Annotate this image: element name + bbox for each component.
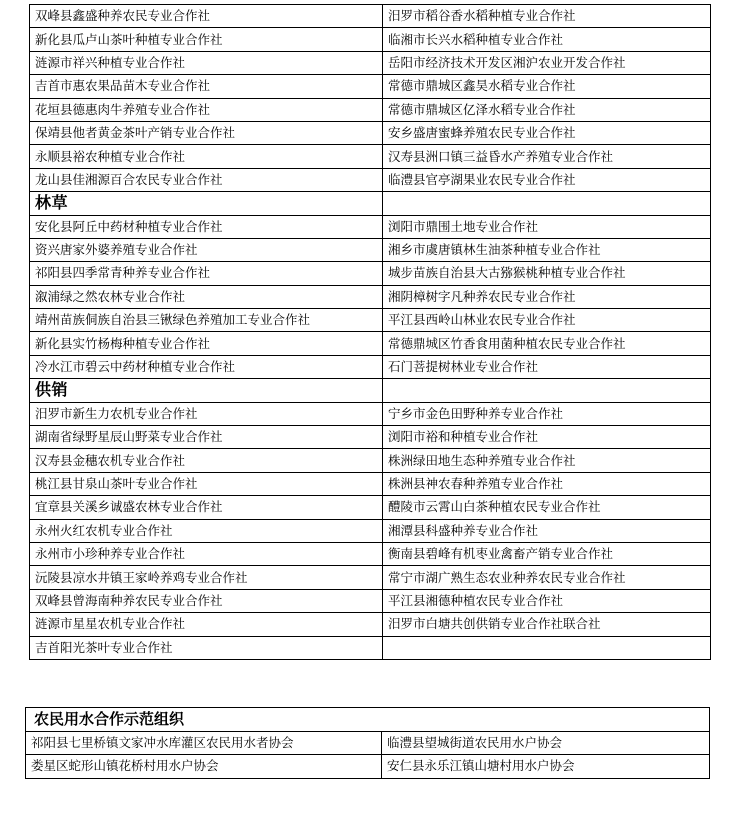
table-row [30,5,711,28]
org-name-cell [383,636,711,659]
org-name-cell: 汨罗市新生力农机专业合作社 [30,402,383,425]
org-name-cell: 湘阴樟树字凡种养农民专业合作社 [383,285,711,308]
org-name-cell: 宁乡市金色田野种养专业合作社 [383,402,711,425]
org-name-cell: 宜章县关溪乡诚盛农林专业合作社 [30,496,383,519]
org-name-cell: 祁阳县七里桥镇文家冲水库灌区农民用水者协会 [26,731,382,755]
section-title: 农民用水合作示范组织 [26,708,710,732]
table-row [30,309,711,332]
section-heading-linchao: 林草 [30,192,383,215]
table-row [26,731,710,755]
org-name-cell: 安乡盛唐蜜蜂养殖农民专业合作社 [383,121,711,144]
org-name-cell: 安化县阿丘中药材种植专业合作社 [30,215,383,238]
table-row [30,145,711,168]
org-name-cell: 双峰县曾海南种养农民专业合作社 [30,589,383,612]
org-name-cell: 永州市小珍种养专业合作社 [30,542,383,565]
table-row [30,28,711,51]
org-name-cell: 沅陵县凉水井镇王家岭养鸡专业合作社 [30,566,383,589]
table-row [30,332,711,355]
table-row [30,285,711,308]
cooperative-list-body [30,5,711,660]
org-name-cell: 浏阳市裕和种植专业合作社 [383,426,711,449]
table-row [30,472,711,495]
table-row [30,98,711,121]
org-name-cell: 临澧县望城街道农民用水户协会 [382,731,710,755]
org-name-cell: 醴陵市云霄山白茶种植农民专业合作社 [383,496,711,519]
table-row [30,238,711,261]
table-row [30,355,711,378]
org-name-cell: 冷水江市碧云中药材种植专业合作社 [30,355,383,378]
org-name-cell: 保靖县他者黄金茶叶产销专业合作社 [30,121,383,144]
water-title-row [26,708,710,732]
org-name-cell: 涟源市星星农机专业合作社 [30,613,383,636]
table-row [30,449,711,472]
org-name-cell: 湖南省绿野星辰山野菜专业合作社 [30,426,383,449]
org-name-cell: 汉寿县洲口镇三益昏水产养殖专业合作社 [383,145,711,168]
org-name-cell: 城步苗族自治县大古猕猴桃种植专业合作社 [383,262,711,285]
org-name-cell: 新化县瓜卢山茶叶种植专业合作社 [30,28,383,51]
org-name-cell: 涟源市祥兴种植专业合作社 [30,51,383,74]
water-cooperation-table [25,707,710,779]
org-name-cell: 新化县实竹杨梅种植专业合作社 [30,332,383,355]
table-row [30,121,711,144]
org-name-cell: 祁阳县四季常青种养专业合作社 [30,262,383,285]
org-name-cell: 平江县西岭山林业农民专业合作社 [383,309,711,332]
table-row [30,636,711,659]
table-row [26,755,710,779]
org-name-cell: 永州火红农机专业合作社 [30,519,383,542]
org-name-cell: 溆浦绿之然农林专业合作社 [30,285,383,308]
table-row [30,215,711,238]
empty-cell [383,192,711,215]
table-row [30,519,711,542]
org-name-cell: 平江县湘德种植农民专业合作社 [383,589,711,612]
org-name-cell: 临湘市长兴水稻种植专业合作社 [383,28,711,51]
table-row [30,496,711,519]
org-name-cell: 桃江县甘泉山茶叶专业合作社 [30,472,383,495]
table-row [30,426,711,449]
org-name-cell: 石门菩提树林业专业合作社 [383,355,711,378]
table-row [30,168,711,191]
section-heading-row [30,192,711,215]
org-name-cell: 常德市鼎城区亿泽水稻专业合作社 [383,98,711,121]
org-name-cell: 湘乡市虞唐镇林生油茶种植专业合作社 [383,238,711,261]
org-name-cell: 常德市鼎城区鑫昊水稻专业合作社 [383,75,711,98]
org-name-cell: 株洲绿田地生态种养殖专业合作社 [383,449,711,472]
section-heading-row [30,379,711,402]
empty-cell [383,379,711,402]
org-name-cell: 汨罗市白塘共创供销专业合作社联合社 [383,613,711,636]
org-name-cell: 吉首阳光茶叶专业合作社 [30,636,383,659]
org-name-cell: 临澧县官亭湖果业农民专业合作社 [383,168,711,191]
org-name-cell: 永顺县裕农种植专业合作社 [30,145,383,168]
org-name-cell: 湘潭县科盛种养专业合作社 [383,519,711,542]
table-row [30,566,711,589]
org-name-cell: 常宁市湖广熟生态农业种养农民专业合作社 [383,566,711,589]
org-name-cell: 株洲县神农春种养殖专业合作社 [383,472,711,495]
org-name-cell: 安仁县永乐江镇山塘村用水户协会 [382,755,710,779]
org-name-cell: 汉寿县金穗农机专业合作社 [30,449,383,472]
table-row [30,402,711,425]
org-name-cell: 资兴唐家外婆养殖专业合作社 [30,238,383,261]
org-name-cell: 靖州苗族侗族自治县三锹绿色养殖加工专业合作社 [30,309,383,332]
org-name-cell: 龙山县佳湘源百合农民专业合作社 [30,168,383,191]
org-name-cell: 常德鼎城区竹香食用菌种植农民专业合作社 [383,332,711,355]
org-name-cell: 双峰县鑫盛种养农民专业合作社 [30,5,383,28]
org-name-cell: 花垣县德惠肉牛养殖专业合作社 [30,98,383,121]
table-row [30,589,711,612]
table-row [30,542,711,565]
table-row [30,262,711,285]
org-name-cell: 汨罗市稻谷香水稻种植专业合作社 [383,5,711,28]
table-row [30,75,711,98]
org-name-cell: 浏阳市鼎围土地专业合作社 [383,215,711,238]
section-heading-gongxiao: 供销 [30,379,383,402]
table-row [30,613,711,636]
cooperative-list-table [29,4,711,660]
water-cooperation-body [26,708,710,779]
org-name-cell: 娄星区蛇形山镇花桥村用水户协会 [26,755,382,779]
table-row [30,51,711,74]
org-name-cell: 吉首市惠农果品苗木专业合作社 [30,75,383,98]
org-name-cell: 衡南县碧峰有机枣业禽畜产销专业合作社 [383,542,711,565]
org-name-cell: 岳阳市经济技术开发区湘沪农业开发合作社 [383,51,711,74]
